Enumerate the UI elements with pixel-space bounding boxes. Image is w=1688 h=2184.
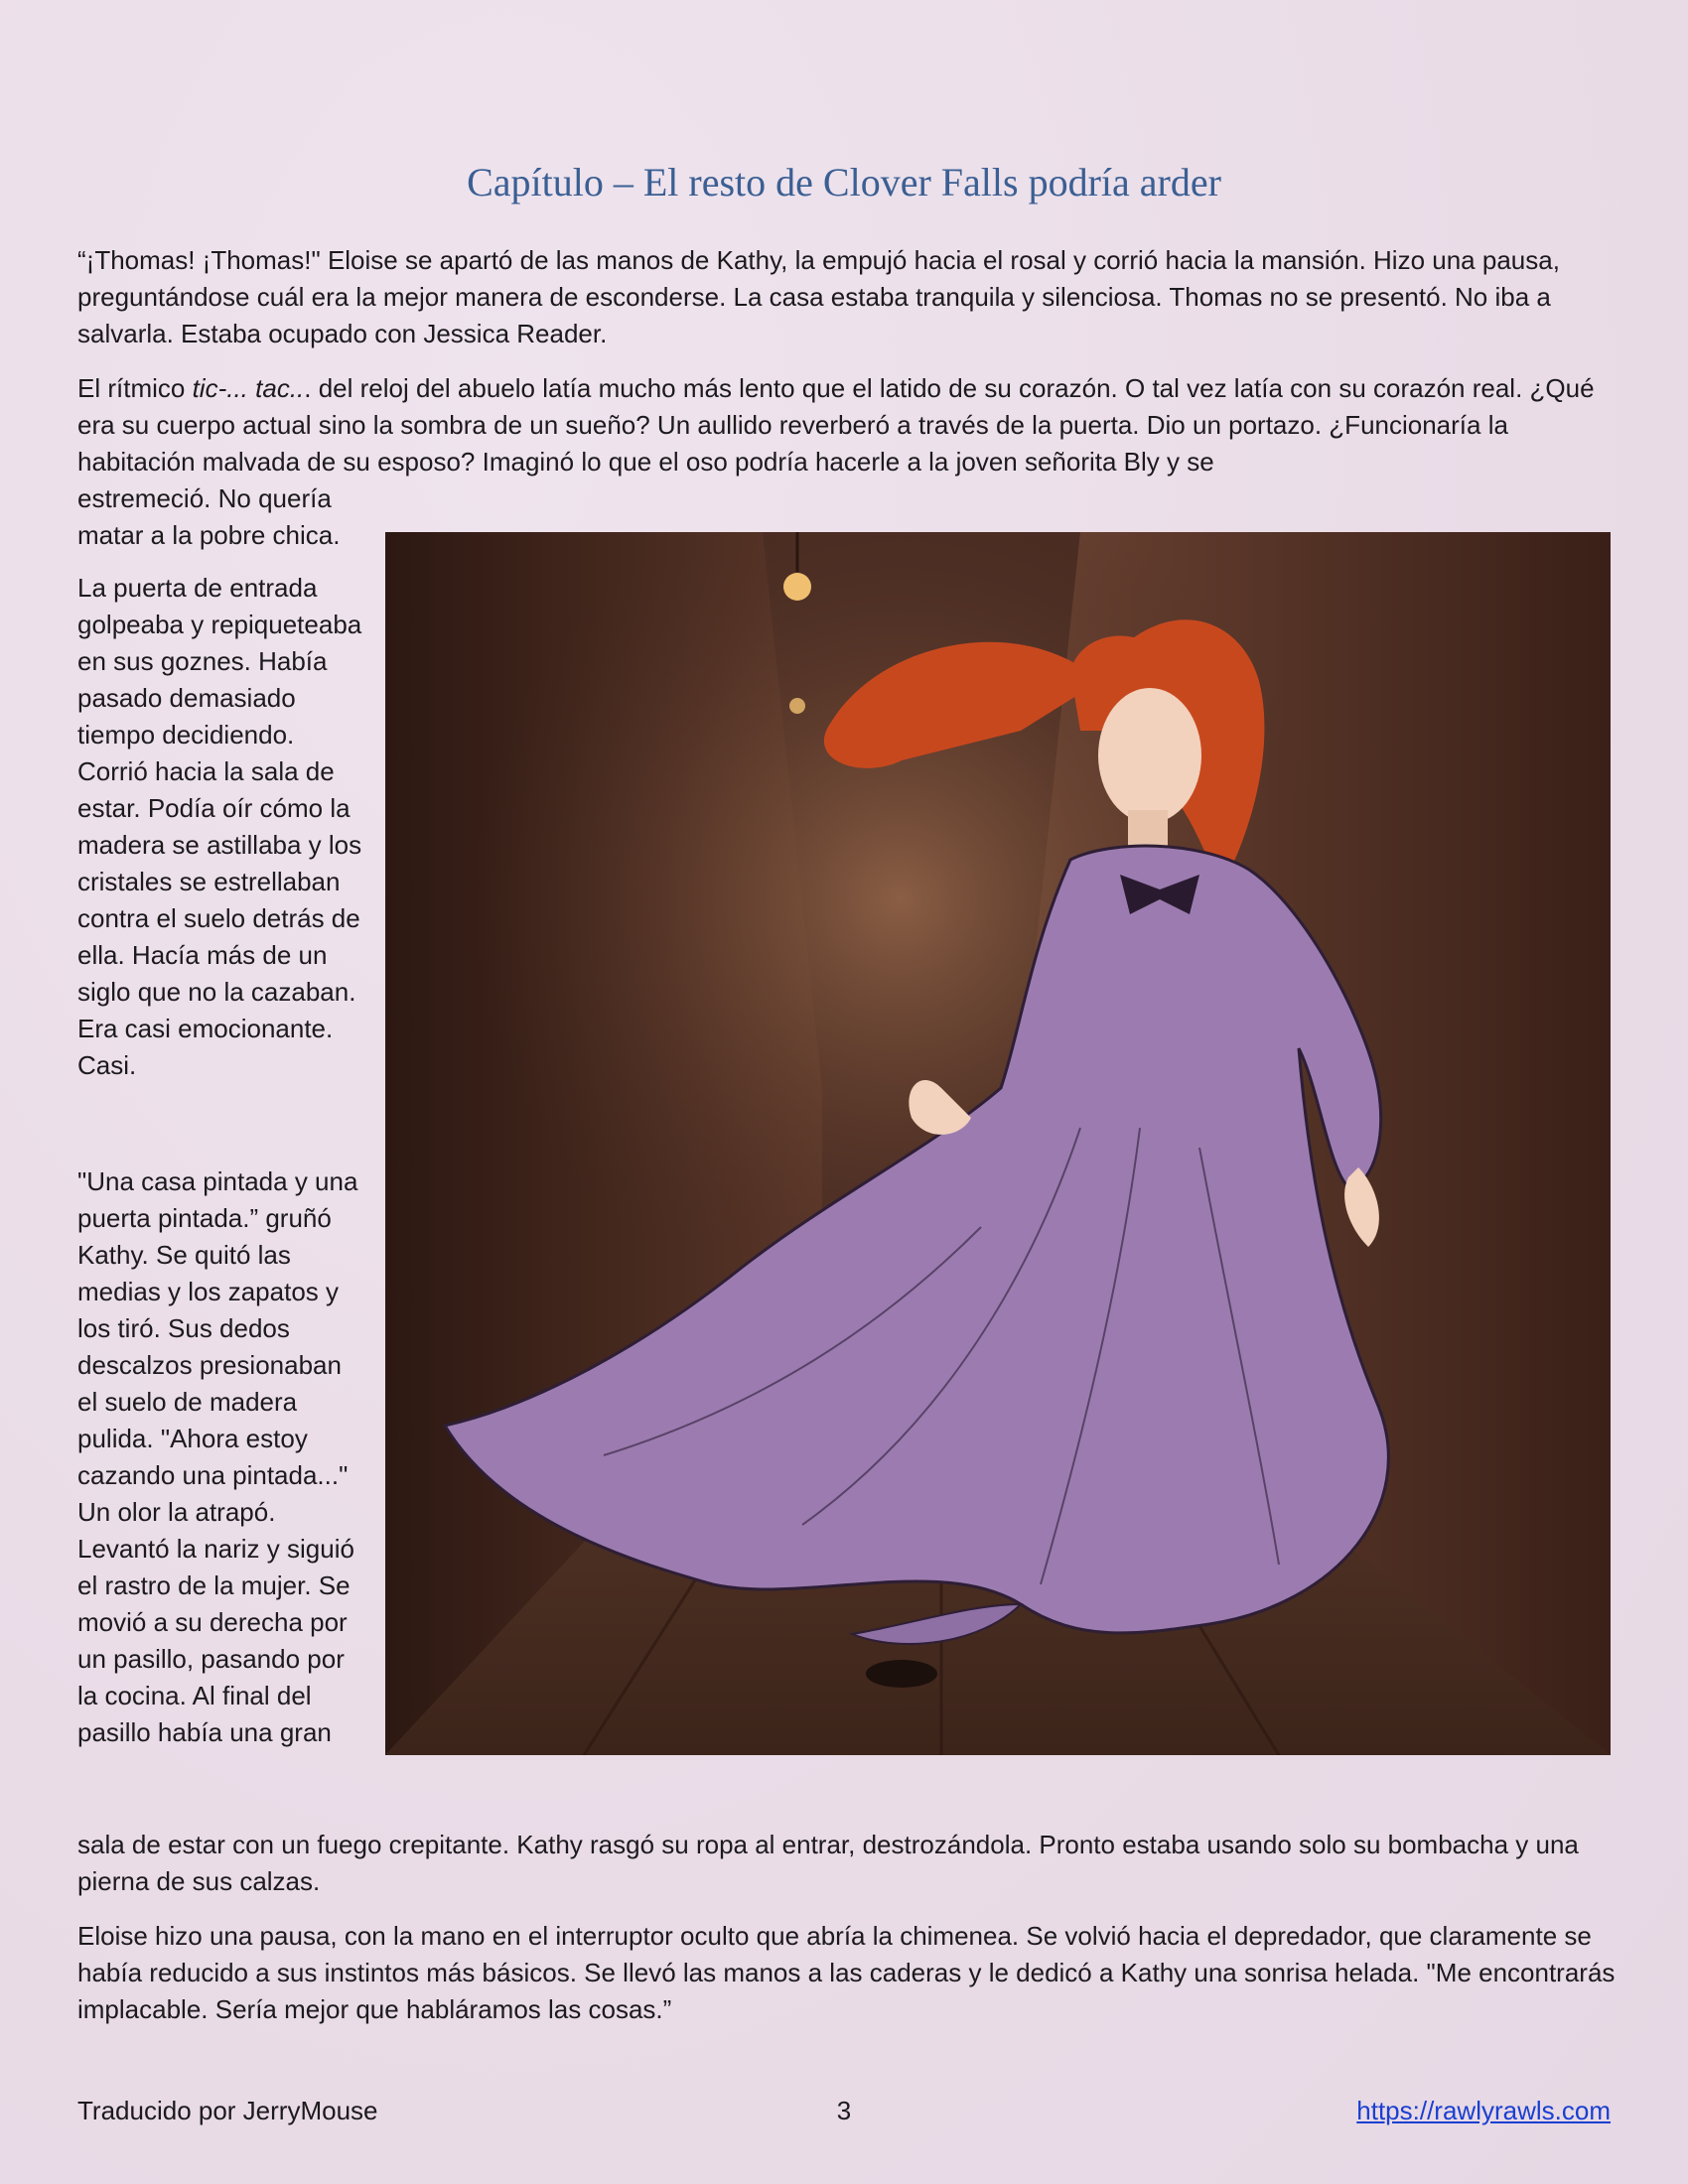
paragraph-6: Eloise hizo una pausa, con la mano en el interruptor oculto que abría la chimenea. Se volvió hacia el depredador, que claramente se había reducido a sus instintos más básicos. Se llevó las manos a las caderas y le dedicó a Kathy una sonrisa helada. "Me encontrarás implacable. Sería mejor que habláramos las cosas.” [77, 1921, 1616, 2024]
paragraph-2-tail: estremeció. No quería matar a la pobre chica. [77, 483, 341, 550]
face [1098, 688, 1201, 823]
website-link[interactable]: https://rawlyrawls.com [1356, 2096, 1611, 2125]
paragraph-4: "Una casa pintada y una puerta pintada.” gruñó Kathy. Se quitó las medias y los zapatos y los tiró. Sus dedos descalzos presionaban el suelo de madera pulida. "Ahora estoy cazando una pintada..." Un olor la atrapó. Levantó la nariz y siguió el rastro de la mujer. Se movió a su derecha por un pasillo, pasando por la cocina. Al final del pasillo había una gran [77, 1166, 358, 1747]
paragraph-3: La puerta de entrada golpeaba y repiqueteaba en sus goznes. Había pasado demasiado tiempo decidiendo. Corrió hacia la sala de estar. Podía oír cómo la madera se astillaba y los cristales se estrellaban contra el suelo detrás de ella. Hacía más de un siglo que no la cazaban. Era casi emocionante. Casi. [77, 573, 362, 1080]
paragraph-1: “¡Thomas! ¡Thomas!" Eloise se apartó de las manos de Kathy, la empujó hacia el rosal y corrió hacia la mansión. Hizo una pausa, preguntándose cuál era la mejor manera de esconderse. La casa estaba tranquila y silenciosa. Thomas no se presentó. No iba a salvarla. Estaba ocupado con Jessica Reader. [77, 245, 1560, 348]
translator-credit: Traducido por JerryMouse [77, 2096, 378, 2125]
paragraph-2-rest: . del reloj del abuelo latía mucho más lento que el latido de su corazón. O tal vez latía con su corazón real. ¿Qué era su cuerpo actual sino la sombra de un sueño? Un aullido reverberó a través de la puerta. Dio un portazo. ¿Funcionaría la habitación malvada de su esposo? Imaginó lo que el oso podría hacerle a la joven señorita Bly y se [77, 373, 1595, 477]
page-number: 3 [836, 2096, 852, 2125]
paragraph-5: sala de estar con un fuego crepitante. Kathy rasgó su ropa al entrar, destrozándola. Pronto estaba usando solo su bombacha y una pierna de sus calzas. [77, 1830, 1579, 1896]
running-woman-illustration [385, 532, 1611, 1755]
paragraph-2 [77, 370, 1626, 480]
shoe [866, 1660, 937, 1688]
paragraph-2-clock-sound: tic-... tac.. [192, 373, 305, 403]
chapter-title: Capítulo – El resto de Clover Falls podría arder [467, 160, 1221, 205]
paragraph-2-start: El rítmico [77, 373, 193, 403]
